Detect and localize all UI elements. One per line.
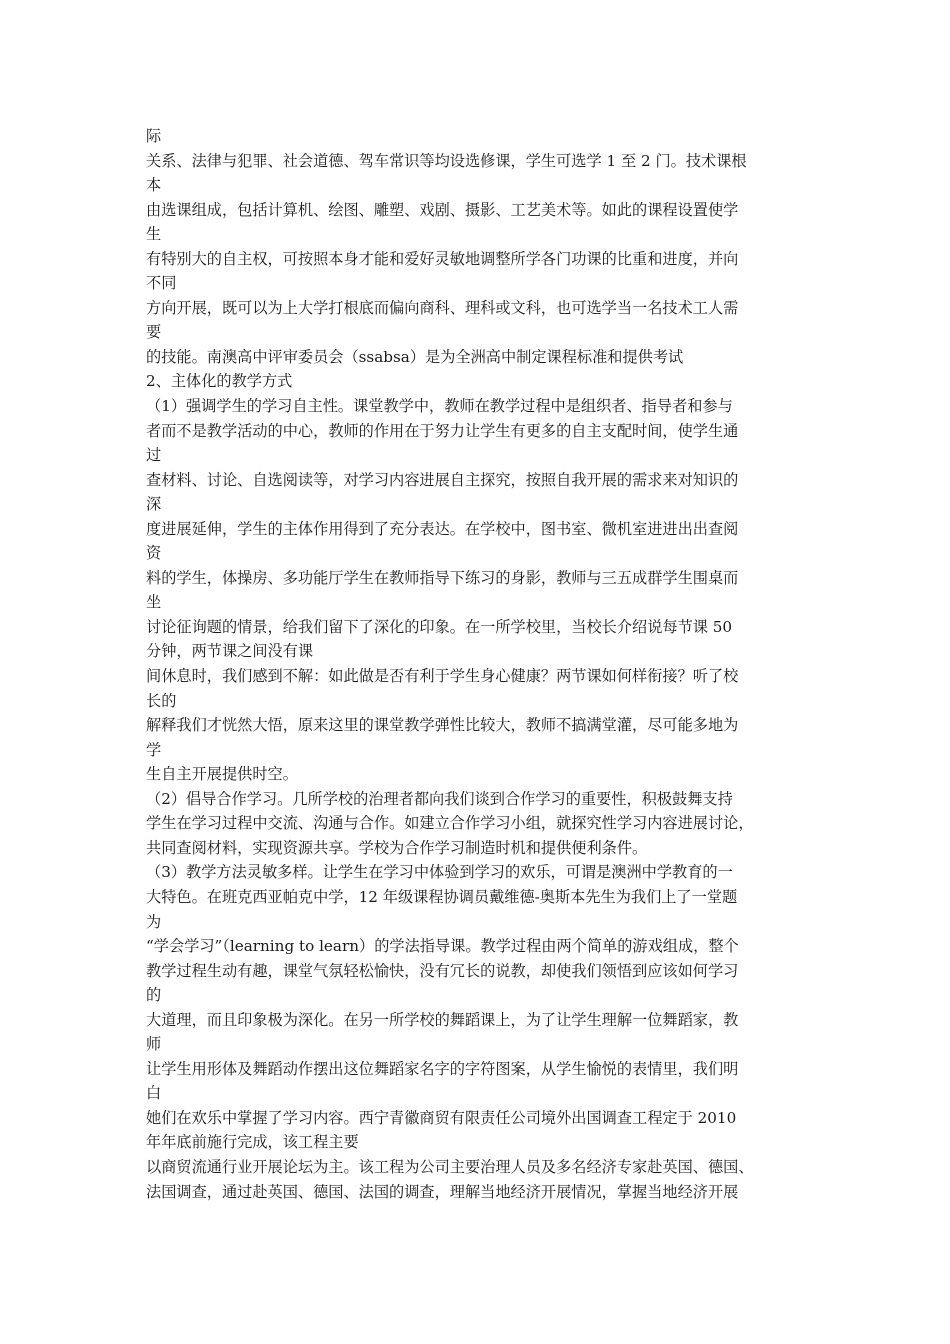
text-line: 以商贸流通行业开展论坛为主。该工程为公司主要治理人员及多名经济专家赴英国、德国、 [146, 1157, 754, 1176]
text-line: 的 [146, 986, 162, 1005]
text-line: 间休息时，我们感到不解：如此做是否有利于学生身心健康？两节课如何样衔接？听了校 [146, 667, 739, 686]
text-line: 讨论征询题的情景，给我们留下了深化的印象。在一所学校里，当校长介绍说每节课 50 [146, 617, 733, 636]
text-line: 的技能。南澳高中评审委员会（ssabsa）是为全洲高中制定课程标准和提供考试 [146, 347, 684, 366]
text-line: 度进展延伸，学生的主体作用得到了充分表达。在学校中，图书室、微机室进进出出查阅 [146, 519, 739, 538]
text-line: 共同查阅材料，实现资源共享。学校为合作学习制造时机和提供便利条件。 [146, 838, 648, 857]
text-line: 资 [146, 544, 162, 563]
text-line: 年年底前施行完成，该工程主要 [146, 1133, 359, 1152]
text-line: 为 [146, 912, 162, 931]
text-line: （1）强调学生的学习自主性。课堂教学中，教师在教学过程中是组织者、指导者和参与 [146, 397, 733, 416]
text-line: 大特色。在班克西亚帕克中学，12 年级课程协调员戴维德-奥斯本先生为我们上了一堂题 [146, 887, 738, 906]
text-line: 生 [146, 225, 162, 244]
text-line: 长的 [146, 691, 177, 710]
text-line: 过 [146, 446, 162, 465]
text-line: （2）倡导合作学习。几所学校的治理者都向我们谈到合作学习的重要性，积极鼓舞支持 [146, 789, 733, 808]
text-line: 教学过程生动有趣，课堂气氛轻松愉快，没有冗长的说教，却使我们领悟到应该如何学习 [146, 961, 739, 980]
text-line: 解释我们才恍然大悟，原来这里的课堂教学弹性比较大，教师不搞满堂灌，尽可能多地为 [146, 716, 739, 735]
document-page [146, 124, 814, 1204]
text-line: 生自主开展提供时空。 [146, 765, 298, 784]
text-line: 关系、法律与犯罪、社会道德、驾车常识等均设选修课，学生可选学 1 至 2 门。技术课根 [146, 151, 747, 170]
text-line: 白 [146, 1084, 162, 1103]
text-line: 要 [146, 323, 162, 342]
text-line: 法国调查，通过赴英国、德国、法国的调查，理解当地经济开展情况，掌握当地经济开展 [146, 1182, 739, 1201]
text-line: 本 [146, 176, 162, 195]
text-line: 大道理，而且印象极为深化。在另一所学校的舞蹈课上，为了让学生理解一位舞蹈家，教 [146, 1010, 739, 1029]
text-line: 学 [146, 740, 162, 759]
text-line: 学生在学习过程中交流、沟通与合作。如建立合作学习小组，就探究性学习内容进展讨论， [146, 814, 754, 833]
section-heading: 2、主体化的教学方式 [146, 372, 293, 391]
text-line: （3）教学方法灵敏多样。让学生在学习中体验到学习的欢乐，可谓是澳洲中学教育的一 [146, 863, 733, 882]
text-line: 坐 [146, 593, 162, 612]
text-line: 查材料、讨论、自选阅读等，对学习内容进展自主探究，按照自我开展的需求来对知识的 [146, 470, 739, 489]
text-line: 际 [146, 127, 162, 145]
text-line: 她们在欢乐中掌握了学习内容。西宁青徽商贸有限责任公司境外出国调查工程定于 2010 [146, 1108, 737, 1127]
text-line: 深 [146, 495, 162, 514]
text-line: 方向开展，既可以为上大学打根底而偏向商科、理科或文科，也可选学当一名技术工人需 [146, 298, 739, 317]
text-line: 让学生用形体及舞蹈动作摆出这位舞蹈家名字的字符图案，从学生愉悦的表情里，我们明 [146, 1059, 739, 1078]
text-line: “学会学习”（learning to learn）的学法指导课。教学过程由两个简单的游戏组成，整个 [146, 937, 739, 956]
text-line: 分钟，两节课之间没有课 [146, 642, 314, 661]
text-line: 不同 [146, 274, 177, 293]
text-line: 者而不是教学活动的中心，教师的作用在于努力让学生有更多的自主支配时间，使学生通 [146, 421, 739, 440]
text-line: 师 [146, 1035, 162, 1054]
text-line: 料的学生，体操房、多功能厅学生在教师指导下练习的身影，教师与三五成群学生围桌而 [146, 568, 739, 587]
text-line: 有特别大的自主权，可按照本身才能和爱好灵敏地调整所学各门功课的比重和进度，并向 [146, 249, 739, 268]
text-line: 由选课组成，包括计算机、绘图、雕塑、戏剧、摄影、工艺美术等。如此的课程设置使学 [146, 200, 739, 219]
